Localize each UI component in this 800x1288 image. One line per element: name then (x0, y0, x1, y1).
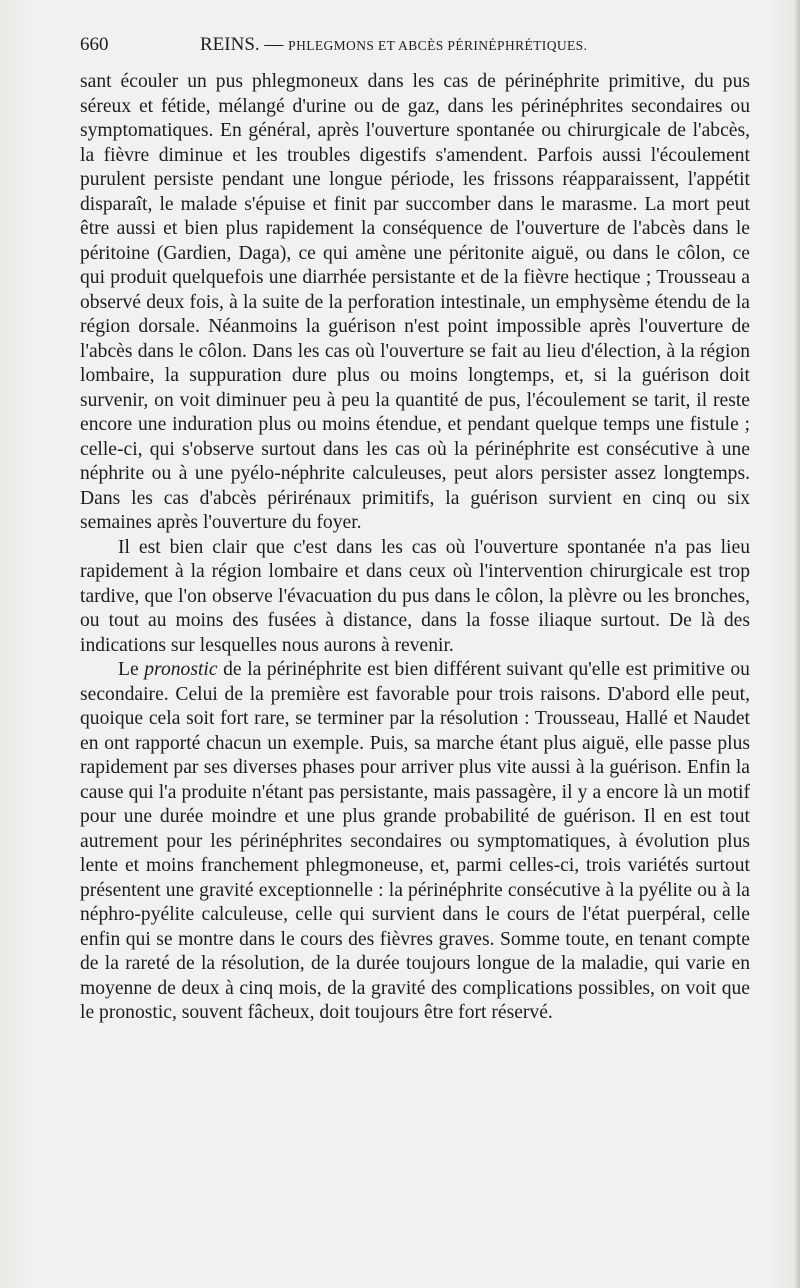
paragraph-3-lead: Le (118, 659, 139, 680)
running-title-main: REINS. — (200, 34, 284, 55)
running-title-subtitle: PHLEGMONS ET ABCÈS PÉRINÉPHRÉTIQUES. (288, 38, 588, 53)
body-text (80, 70, 750, 1026)
paragraph-1: sant écouler un pus phlegmoneux dans les cas de périnéphrite primitive, du pus séreux et fétide, mélangé d'urine ou de gaz, dans les périnéphrites secondaires ou symptomatiques. En général, après l'ouverture spontanée ou chirurgicale de l'abcès, la fièvre diminue et les troubles digestifs s'amendent. Parfois aussi l'écoulement purulent persiste pendant une longue période, les frissons réapparaissent, l'appétit disparaît, le malade s'épuise et finit par succomber dans le marasme. La mort peut être aussi et bien plus rapidement la conséquence de l'ouverture de l'abcès dans le péritoine (Gardien, Daga), ce qui amène une péritonite aiguë, ou dans le côlon, ce qui produit quelquefois une diarrhée persistante et de la fièvre hectique ; Trousseau a observé deux fois, à la suite de la perforation intestinale, un emphysème étendu de la région dorsale. Néanmoins la guérison n'est point impossible après l'ouverture de l'abcès dans le côlon. Dans les cas où l'ouverture se fait au lieu d'élection, à la région lombaire, la suppuration dure plus ou moins longtemps, et, si la guérison doit survenir, on voit diminuer peu à peu la quantité de pus, l'écoulement se tarit, il reste encore une induration plus ou moins étendue, et pendant quelque temps une fistule ; celle-ci, qui s'observe surtout dans les cas où la périnéphrite est consécutive à une néphrite ou à une pyélo-néphrite calculeuses, peut alors persister assez longtemps. Dans les cas d'abcès périrénaux primitifs, la guérison survient en cinq ou six semaines après l'ouverture du foyer. (80, 71, 750, 533)
page-number: 660 (80, 34, 109, 55)
paragraph-3-text: de la périnéphrite est bien différent suivant qu'elle est primitive ou secondaire. Celui de la première est favorable pour trois raisons. D'abord elle peut, quoique cela soit fort rare, se terminer par la résolution : Trousseau, Hallé et Naudet en ont rapporté chacun un exemple. Puis, sa marche étant plus aiguë, elle passe plus rapidement par ses diverses phases pour arriver plus vite aussi à la guérison. Enfin la cause qui l'a produite n'étant pas persistante, mais passagère, il y a encore là un motif pour une durée moindre et une plus grande probabilité de guérison. Il en est tout autrement pour les périnéphrites secondaires ou symptomatiques, à évolution plus lente et moins franchement phlegmoneuse, et, parmi celles-ci, trois variétés surtout présentent une gravité exceptionnelle : la périnéphrite consécutive à la pyélite ou à la néphro-pyélite calculeuse, celle qui survient dans le cours de l'état puerpéral, celle enfin qui se montre dans le cours des fièvres graves. Somme toute, en tenant compte de la rareté de la résolution, de la durée toujours longue de la maladie, qui varie en moyenne de deux à cinq mois, de la gravité des complications possibles, on voit que le pronostic, souvent fâcheux, doit toujours être fort réservé. (80, 659, 750, 1023)
running-title (200, 30, 587, 61)
pronostic-term: pronostic (144, 659, 218, 680)
paragraph-3 (80, 658, 750, 1026)
page-header (80, 30, 750, 60)
paragraph-2: Il est bien clair que c'est dans les cas où l'ouverture spontanée n'a pas lieu rapidement à la région lombaire et dans ceux où l'intervention chirurgicale est trop tardive, que l'on observe l'évacuation du pus dans le côlon, la plèvre ou les bronches, ou tout au moins des fusées à distance, dans la fosse iliaque surtout. De là des indications sur lesquelles nous aurons à revenir. (80, 536, 750, 656)
page-edge-shadow (794, 0, 800, 1288)
